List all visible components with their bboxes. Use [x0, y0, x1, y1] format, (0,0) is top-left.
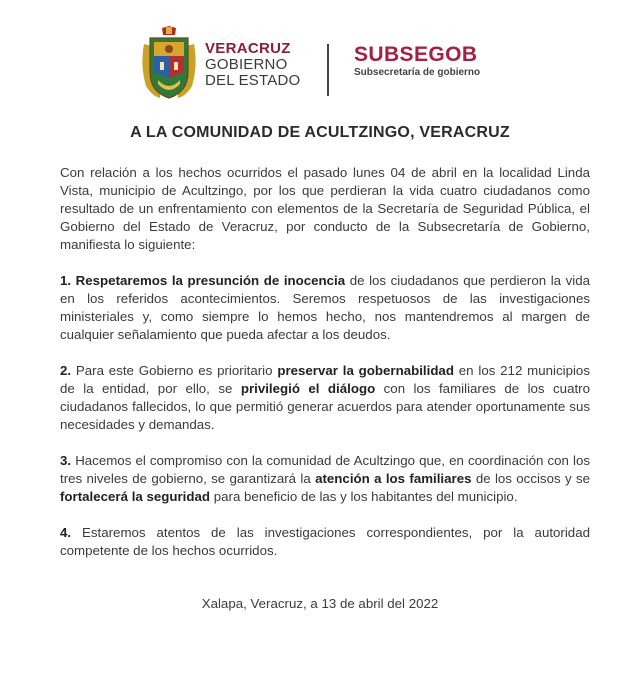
point-text: Para este Gobierno es prioritario [71, 363, 278, 378]
point-4 [60, 524, 590, 560]
logo-line-del-estado: DEL ESTADO [205, 72, 301, 89]
intro-paragraph: Con relación a los hechos ocurridos el pasado lunes 04 de abril en la localidad Linda Vista, municipio de Acultzingo, por los que perdieran la vida cuatro ciudadanos como resultado de un enfrentamiento con elementos de la Secretaría de Seguridad Pública, el Gobierno del Estado de Veracruz, por conducto de la Subsecretaría de Gobierno, manifiesta lo siguiente: [60, 165, 590, 252]
veracruz-gobierno-logo-text [205, 41, 300, 89]
subsegob-subtitle: Subsecretaría de gobierno [354, 67, 481, 78]
coat-of-arms-icon [140, 26, 198, 100]
point-text: Estaremos atentos de las investigaciones correspondientes, por la autoridad competente de los hechos ocurridos. [60, 525, 590, 558]
point-text: en los 212 municipios de la entidad, por ello, se [60, 363, 590, 396]
subsegob-name: SUBSEGOB [354, 43, 478, 66]
subsegob-logo [354, 44, 480, 80]
point-2 [60, 362, 590, 434]
document-body [60, 164, 590, 578]
point-3 [60, 452, 590, 506]
point-emphasis: atención a los familiares [315, 471, 472, 486]
point-text: de los occisos y se [471, 471, 590, 486]
point-number: 3. [60, 453, 72, 468]
point-number: 4. [60, 525, 72, 540]
point-number: 2. [60, 363, 72, 378]
logo-divider [327, 44, 329, 96]
point-emphasis: fortalecerá la seguridad [60, 489, 211, 504]
point-text: para beneficio de las y los habitantes del municipio. [210, 489, 518, 504]
point-text: de los ciudadanos que perdieron la vida en los referidos acontecimientos. Seremos respetuosos de las investigaciones ministeriales y, como siempre lo hemos hecho, nos mantendremos al margen de cualquier señalamiento que pueda afectar a los deudos. [60, 273, 590, 342]
point-1 [60, 272, 590, 344]
signoff-place-date: Xalapa, Veracruz, a 13 de abril del 2022 [201, 596, 439, 611]
letterhead [0, 18, 640, 108]
logo-line-gobierno: GOBIERNO [205, 56, 288, 73]
point-text: con los familiares de los cuatro ciudadanos fallecidos, lo que permitió generar acuerdos para atender oportunamente sus necesidades y demandas. [60, 381, 590, 432]
point-emphasis: Respetaremos la presunción de inocencia [75, 273, 346, 288]
logo-line-veracruz: VERACRUZ [205, 40, 291, 57]
document-title: A LA COMUNIDAD DE ACULTZINGO, VERACRUZ [130, 124, 510, 141]
point-text: Hacemos el compromiso con la comunidad de Acultzingo que, en coordinación con los tres niveles de gobierno, se garantizará la [60, 453, 590, 486]
point-number: 1. [60, 273, 72, 288]
point-emphasis: preservar la gobernabilidad [277, 363, 454, 378]
point-emphasis: privilegió el diálogo [240, 381, 376, 396]
